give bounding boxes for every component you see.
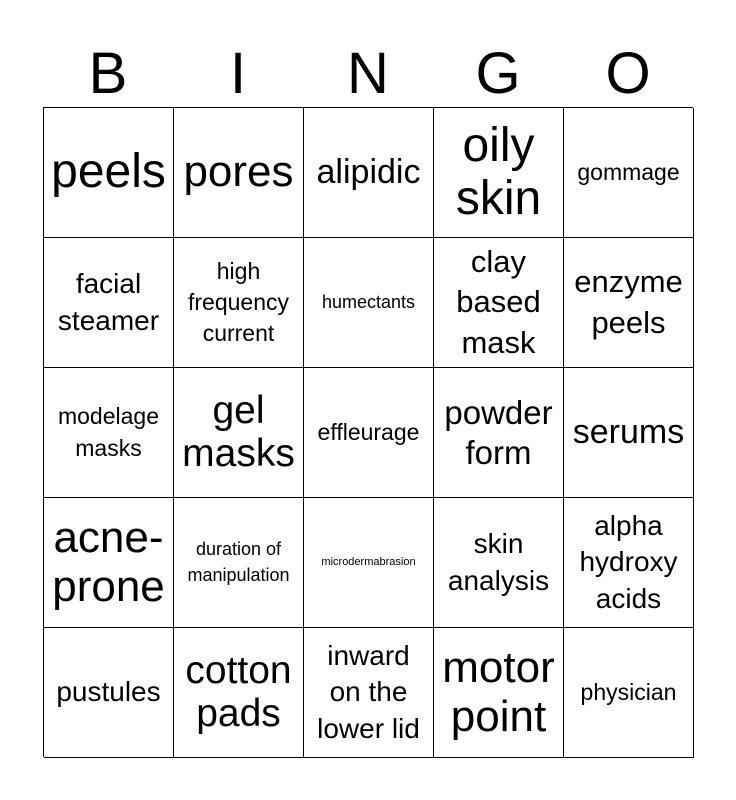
- cell-text: pores: [183, 147, 294, 197]
- bingo-cell[interactable]: [564, 238, 694, 368]
- cell-text: skin analysis: [447, 528, 550, 596]
- cell-text: oily skin: [455, 118, 542, 225]
- cell-text: clay based mask: [456, 244, 541, 360]
- bingo-cell[interactable]: [434, 108, 564, 238]
- header-letter-n: N: [347, 41, 389, 106]
- cell-text: facial steamer: [57, 268, 160, 336]
- cell-text: motor point: [442, 643, 555, 741]
- bingo-cell[interactable]: [44, 368, 174, 498]
- bingo-cell[interactable]: [564, 368, 694, 498]
- header-letter-g: G: [475, 41, 521, 106]
- header-letter-o: O: [605, 41, 651, 106]
- bingo-cell[interactable]: [304, 108, 434, 238]
- bingo-cell[interactable]: [174, 368, 304, 498]
- bingo-cell[interactable]: [564, 108, 694, 238]
- cell-text: pustules: [56, 676, 161, 708]
- bingo-cell[interactable]: [44, 628, 174, 758]
- bingo-cell[interactable]: [304, 368, 434, 498]
- cell-text: gel masks: [182, 388, 295, 475]
- bingo-cell[interactable]: [434, 628, 564, 758]
- cell-text: powder form: [444, 393, 553, 471]
- bingo-cell[interactable]: [44, 108, 174, 238]
- cell-text: high frequency current: [187, 257, 289, 347]
- cell-text: inward on the lower lid: [317, 639, 420, 744]
- cell-text: serums: [572, 412, 685, 451]
- cell-text: cotton pads: [185, 648, 292, 735]
- cell-text: modelage masks: [57, 403, 160, 461]
- bingo-header: [43, 40, 693, 108]
- bingo-cell[interactable]: [564, 498, 694, 628]
- bingo-cell[interactable]: [564, 628, 694, 758]
- bingo-cell[interactable]: [304, 628, 434, 758]
- bingo-board: [43, 107, 693, 757]
- cell-text: humectants: [321, 291, 416, 312]
- bingo-cell[interactable]: [174, 108, 304, 238]
- cell-text: acne- prone: [52, 513, 165, 611]
- cell-text: microdermabrasion: [321, 556, 416, 569]
- cell-text: peels: [51, 145, 166, 199]
- cell-text: duration of manipulation: [187, 539, 290, 585]
- bingo-cell[interactable]: [304, 498, 434, 628]
- bingo-cell[interactable]: [174, 628, 304, 758]
- cell-text: alipidic: [316, 152, 421, 191]
- cell-text: enzyme peels: [574, 264, 683, 340]
- bingo-cell[interactable]: [304, 238, 434, 368]
- bingo-cell[interactable]: [174, 498, 304, 628]
- bingo-cell[interactable]: [434, 498, 564, 628]
- header-letter-b: B: [88, 41, 128, 106]
- bingo-cell[interactable]: [44, 498, 174, 628]
- cell-text: effleurage: [317, 418, 420, 445]
- cell-text: gommage: [577, 158, 680, 185]
- bingo-cell[interactable]: [174, 238, 304, 368]
- header-letter-i: I: [229, 41, 247, 106]
- cell-text: alpha hydroxy acids: [579, 509, 678, 614]
- cell-text: physician: [580, 678, 677, 705]
- bingo-cell[interactable]: [434, 238, 564, 368]
- bingo-cell[interactable]: [434, 368, 564, 498]
- bingo-cell[interactable]: [44, 238, 174, 368]
